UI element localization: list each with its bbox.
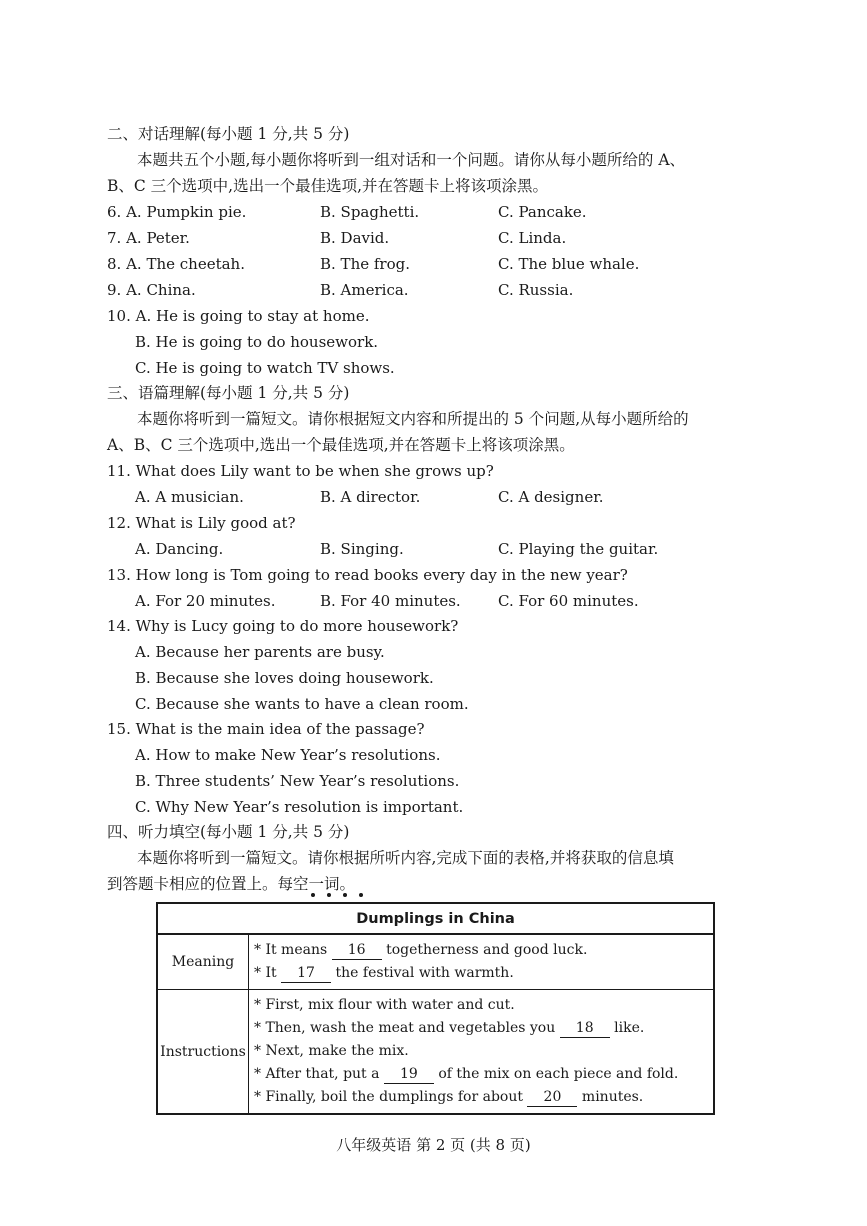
meaning-cell	[249, 934, 715, 990]
page-footer: 八年级英语 第 2 页 (共 8 页)	[336, 1136, 531, 1154]
q9-option-b: B. America.	[320, 281, 409, 299]
answer-blank-20: 20	[527, 1089, 577, 1107]
q8-option-a: 8. A. The cheetah.	[107, 255, 245, 273]
table-title: Dumplings in China	[157, 903, 714, 934]
instruction-main-text: 到答题卡相应的位置上。	[107, 875, 278, 893]
q10-option-b: B. He is going to do housework.	[135, 333, 379, 351]
q13-option-a: A. For 20 minutes.	[135, 592, 276, 610]
q9-option-c: C. Russia.	[498, 281, 574, 299]
q7-option-b: B. David.	[320, 229, 390, 247]
q12-option-a: A. Dancing.	[135, 540, 224, 558]
q8-option-c: C. The blue whale.	[498, 255, 640, 273]
section3-instruction-line1: 本题你将听到一篇短文。请你根据短文内容和所提出的 5 个问题,从每小题所给的	[137, 410, 689, 428]
q6-option-c: C. Pancake.	[498, 203, 587, 221]
instruction-emphasis-text: 每空一词	[277, 875, 340, 893]
answer-blank-16: 16	[332, 942, 382, 960]
answer-blank-18: 18	[560, 1020, 610, 1038]
q10-option-a: 10. A. He is going to stay at home.	[107, 307, 370, 325]
meaning-line-1: * It means 16 togetherness and good luck.	[254, 942, 588, 958]
q6-option-b: B. Spaghetti.	[320, 203, 420, 221]
q13-option-b: B. For 40 minutes.	[320, 592, 461, 610]
instructions-cell	[249, 990, 715, 1115]
q14-option-c: C. Because she wants to have a clean room.	[135, 695, 469, 713]
q12-stem: 12. What is Lily good at?	[107, 514, 296, 532]
q15-option-b: B. Three students’ New Year’s resolutions.	[135, 772, 460, 790]
q12-option-c: C. Playing the guitar.	[498, 540, 659, 558]
instruction-step-4: * After that, put a 19 of the mix on each piece and fold.	[254, 1066, 679, 1082]
q7-option-a: 7. A. Peter.	[107, 229, 190, 247]
q15-option-c: C. Why New Year’s resolution is important.	[135, 798, 464, 816]
instruction-step-2: * Then, wash the meat and vegetables you 18 like.	[254, 1020, 645, 1036]
section4-instruction-line1: 本题你将听到一篇短文。请你根据所听内容,完成下面的表格,并将获取的信息填	[137, 849, 674, 867]
section2-instruction-line2: B、C 三个选项中,选出一个最佳选项,并在答题卡上将该项涂黑。	[107, 177, 549, 195]
emphasis-dot	[311, 893, 315, 897]
instruction-step-5: * Finally, boil the dumplings for about 20 minutes.	[254, 1089, 644, 1105]
instruction-end-text: 。	[339, 875, 356, 893]
q12-option-b: B. Singing.	[320, 540, 404, 558]
emphasis-dot	[359, 893, 363, 897]
section3-heading: 三、语篇理解(每小题 1 分,共 5 分)	[107, 384, 350, 402]
q11-option-a: A. A musician.	[135, 488, 244, 506]
dumplings-table	[156, 902, 715, 1115]
q15-option-a: A. How to make New Year’s resolutions.	[135, 746, 441, 764]
q9-option-a: 9. A. China.	[107, 281, 196, 299]
q14-stem: 14. Why is Lucy going to do more housework?	[107, 617, 459, 635]
meaning-label: Meaning	[157, 934, 249, 990]
q13-option-c: C. For 60 minutes.	[498, 592, 639, 610]
section2-instruction-line1: 本题共五个小题,每小题你将听到一组对话和一个问题。请你从每小题所给的 A、	[137, 151, 686, 169]
q11-stem: 11. What does Lily want to be when she grows up?	[107, 462, 494, 480]
section2-heading: 二、对话理解(每小题 1 分,共 5 分)	[107, 125, 350, 143]
q14-option-b: B. Because she loves doing housework.	[135, 669, 434, 687]
instruction-step-3: * Next, make the mix.	[254, 1043, 409, 1059]
q11-option-b: B. A director.	[320, 488, 421, 506]
q13-stem: 13. How long is Tom going to read books every day in the new year?	[107, 566, 628, 584]
instructions-label: Instructions	[157, 990, 249, 1115]
answer-blank-19: 19	[384, 1066, 434, 1084]
q8-option-b: B. The frog.	[320, 255, 410, 273]
q6-option-a: 6. A. Pumpkin pie.	[107, 203, 247, 221]
q15-stem: 15. What is the main idea of the passage?	[107, 720, 425, 738]
section4-heading: 四、听力填空(每小题 1 分,共 5 分)	[107, 823, 350, 841]
emphasis-dot	[327, 893, 331, 897]
section3-instruction-line2: A、B、C 三个选项中,选出一个最佳选项,并在答题卡上将该项涂黑。	[107, 436, 575, 454]
q14-option-a: A. Because her parents are busy.	[135, 643, 385, 661]
instruction-step-1: * First, mix flour with water and cut.	[254, 997, 515, 1013]
answer-blank-17: 17	[281, 965, 331, 983]
q10-option-c: C. He is going to watch TV shows.	[135, 359, 395, 377]
emphasis-dot	[343, 893, 347, 897]
q7-option-c: C. Linda.	[498, 229, 567, 247]
q11-option-c: C. A designer.	[498, 488, 604, 506]
section4-instruction-line2	[107, 874, 355, 894]
meaning-line-2: * It 17 the festival with warmth.	[254, 965, 514, 981]
